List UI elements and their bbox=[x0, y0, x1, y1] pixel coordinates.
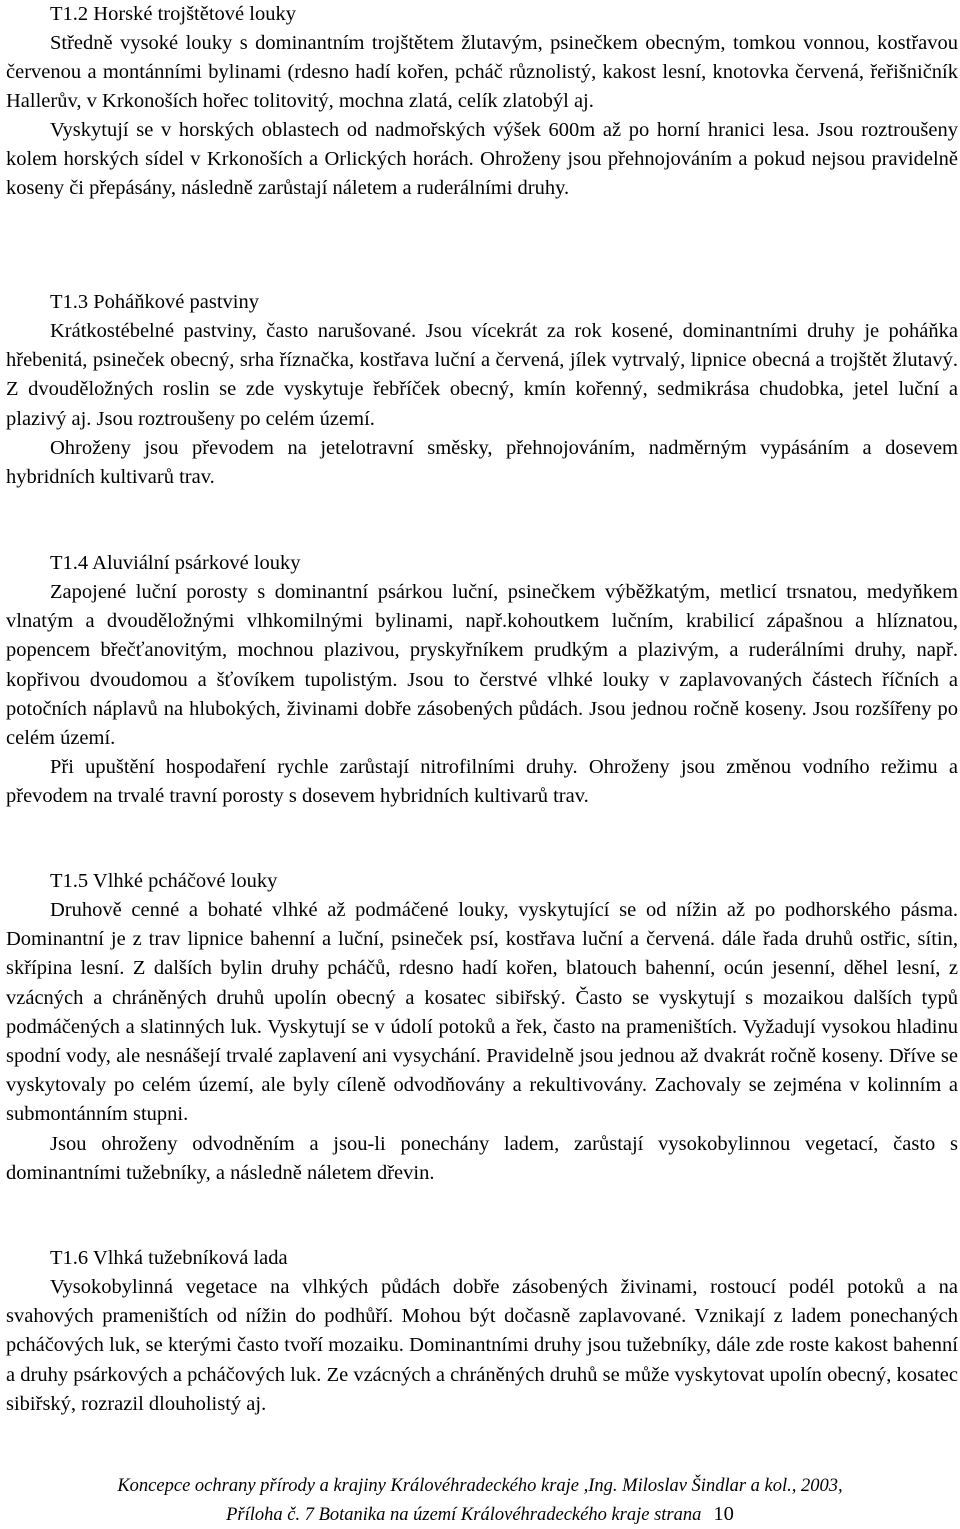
page-number: 10 bbox=[713, 1503, 734, 1525]
page-footer bbox=[0, 1472, 960, 1529]
section-paragraph: Středně vysoké louky s dominantním trojštětem žlutavým, psinečkem obecným, tomkou vonnou, kostřavou červenou a montánními bylinami (rdesno hadí kořen, pcháč různolistý, kakost lesní, knotovka červená, řeřišničník Hallerův, v Krkonoších hořec tolitovitý, mochna zlatá, celík zlatobýl aj. bbox=[6, 32, 958, 112]
section-paragraph: Vyskytují se v horských oblastech od nadmořských výšek 600m až po horní hranici lesa. Jsou roztroušeny kolem horských sídel v Krkonoších a Orlických horách. Ohroženy jsou přehnojováním a pokud nejsou pravidelně koseny či přepásány, následně zarůstají náletem a ruderálními druhy. bbox=[6, 119, 958, 199]
section-title: T1.3 Poháňkové pastviny bbox=[50, 291, 259, 313]
footer-line-1: Koncepce ochrany přírody a krajiny Královéhradeckého kraje ,Ing. Miloslav Šindlar a kol., 2003, bbox=[117, 1476, 843, 1496]
section-t1-2 bbox=[6, 0, 958, 203]
section-paragraph: Vysokobylinná vegetace na vlhkých půdách dobře zásobených živinami, rostoucí podél potoků a na svahových prameništích od nížin do podhůří. Mohou být dočasně zaplavované. Vznikají z ladem ponechaných pcháčových luk, se kterými často tvoří mozaiku. Dominantními druhy jsou tužebníky, dále zde roste kakost bahenní a druhy psárkových a pcháčových luk. Ze vzácných a chráněných druhů se může vyskytovat upolín obecný, kosatec sibiřský, rozrazil dlouholistý aj. bbox=[6, 1276, 958, 1415]
section-t1-6 bbox=[6, 1244, 958, 1419]
section-paragraph: Druhově cenné a bohaté vlhké až podmáčené louky, vyskytující se od nížin až po podhorského pásma. Dominantní je z trav lipnice bahenní a luční, psineček psí, kostřava luční a červená. dále řada druhů ostřic, sítin, skřípina lesní. Z dalších bylin druhy pcháčů, rdesno hadí kořen, blatouch bahenní, ocún jesenní, děhel lesní, z vzácných a chráněných druhů upolín obecný a kosatec sibiřský. Často se vyskytují s mozaikou dalších typů podmáčených a slatinných luk. Vyskytují se v údolí potoků a řek, často na prameništích. Vyžadují vysokou hladinu spodní vody, ale nesnášejí trvalé zaplavení ani vysychání. Pravidelně jsou jednou až dvakrát ročně koseny. Dříve se vyskytovaly po celém území, ale byly cíleně odvodňovány a rekultivovány. Zachovaly se zejména v kolinním a submontánním stupni. bbox=[6, 899, 958, 1126]
section-paragraph: Ohroženy jsou převodem na jetelotravní směsky, přehnojováním, nadměrným vypásáním a dosevem hybridních kultivarů trav. bbox=[6, 436, 958, 489]
section-t1-3 bbox=[6, 288, 958, 492]
footer-source: Příloha č. 7 Botanika na území Královéhradeckého kraje strana bbox=[226, 1505, 702, 1525]
section-paragraph: Krátkostébelné pastviny, často narušované. Jsou vícekrát za rok kosené, dominantními druhy je poháňka hřebenitá, psineček obecný, srha říznačka, kostřava luční a červená, jílek vytrvalý, lipnice obecná a trojštět žlutavý. Z dvouděložných roslin se zde vyskytuje řebříček obecný, kmín kořenný, sedmikrása chudobka, jetel luční a plazivý aj. Jsou roztroušeny po celém území. bbox=[6, 320, 958, 430]
section-title: T1.6 Vlhká tužebníková lada bbox=[50, 1247, 288, 1269]
section-paragraph: Při upuštění hospodaření rychle zarůstají nitrofilními druhy. Ohroženy jsou změnou vodního režimu a převodem na trvalé travní porosty s dosevem hybridních kultivarů trav. bbox=[6, 756, 958, 808]
footer-line-2 bbox=[0, 1500, 960, 1529]
section-t1-4 bbox=[6, 549, 958, 812]
section-paragraph: Zapojené luční porosty s dominantní psárkou luční, psinečkem výběžkatým, metlicí trsnatou, medyňkem vlnatým a dvouděložnými vlhkomilnými bylinami, např.kohoutkem lučním, krabilicí zápašnou a hlíznatou, popencem břečťanovitým, mochnou plazivou, pryskyřníkem prudkým a plazivým, a ruderálními druhy, např. kopřivou dvoudomou a šťovíkem tupolistým. Jsou to čerstvé vlhké louky v zaplavovaných částech říčních a potočních náplavů na hlubokých, živinami dobře zásobených půdách. Jsou jednou ročně koseny. Jsou rozšířeny po celém území. bbox=[6, 581, 958, 750]
section-paragraph: Jsou ohroženy odvodněním a jsou-li ponechány ladem, zarůstají vysokobylinnou vegetací, často s dominantními tužebníky, a následně náletem dřevin. bbox=[6, 1132, 958, 1184]
section-t1-5 bbox=[6, 867, 958, 1188]
section-title: T1.4 Aluviální psárkové louky bbox=[50, 552, 301, 574]
section-title: T1.2 Horské trojštětové louky bbox=[50, 3, 296, 25]
section-title: T1.5 Vlhké pcháčové louky bbox=[50, 870, 278, 892]
